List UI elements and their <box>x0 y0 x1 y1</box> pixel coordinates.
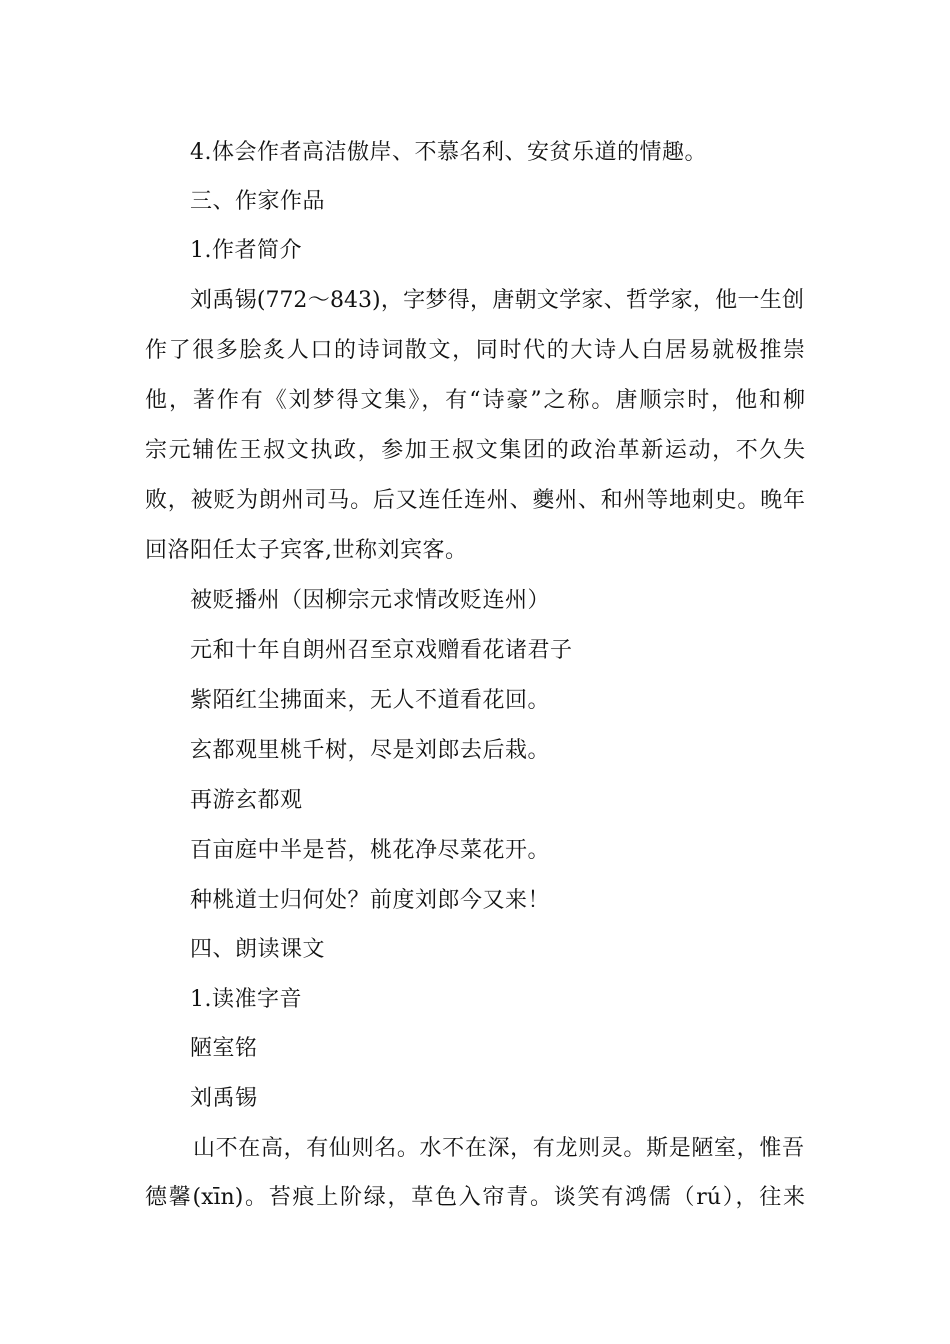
exile-note: 被贬播州（因柳宗元求情改贬连州） <box>190 588 551 613</box>
text-line-1: 山不在高，有仙则名。水不在深，有龙则灵。斯是陋室，惟吾 <box>193 1136 804 1161</box>
bio-line-6: 回洛阳任太子宾客,世称刘宾客。 <box>145 538 468 563</box>
poem-2-line-2: 种桃道士归何处？前度刘郎今又来！ <box>190 888 551 913</box>
subheading-pronunciation: 1.读准字音 <box>190 987 302 1012</box>
subheading-author-intro: 1.作者简介 <box>190 238 302 263</box>
poem-1-line-1: 紫陌红尘拂面来，无人不道看花回。 <box>190 688 551 713</box>
bio-line-4: 宗元辅佐王叔文执政，参加王叔文集团的政治革新运动，不久失 <box>145 438 805 463</box>
section-heading-author-works: 三、作家作品 <box>190 189 326 214</box>
bio-line-1: 刘禹锡(772～843)，字梦得，唐朝文学家、哲学家，他一生创 <box>190 288 804 313</box>
text-title: 陋室铭 <box>190 1036 258 1061</box>
objective-4: 4.体会作者高洁傲岸、不慕名利、安贫乐道的情趣。 <box>190 140 707 165</box>
text-line-2: 德馨(xīn)。苔痕上阶绿，草色入帘青。谈笑有鸿儒（rú），往来 <box>145 1185 805 1210</box>
section-heading-reading: 四、朗读课文 <box>190 937 326 962</box>
poem-1-title: 元和十年自朗州召至京戏赠看花诸君子 <box>190 638 573 663</box>
poem-2-title: 再游玄都观 <box>190 788 303 813</box>
bio-line-5: 败，被贬为朗州司马。后又连任连州、夔州、和州等地刺史。晚年 <box>145 488 805 513</box>
poem-1-line-2: 玄都观里桃千树，尽是刘郎去后栽。 <box>190 738 551 763</box>
bio-line-2: 作了很多脍炙人口的诗词散文，同时代的大诗人白居易就极推崇 <box>145 338 805 363</box>
bio-line-3: 他，著作有《刘梦得文集》，有“诗豪”之称。唐顺宗时，他和柳 <box>145 388 805 413</box>
text-author: 刘禹锡 <box>190 1086 258 1111</box>
poem-2-line-1: 百亩庭中半是苔，桃花净尽菜花开。 <box>190 838 551 863</box>
